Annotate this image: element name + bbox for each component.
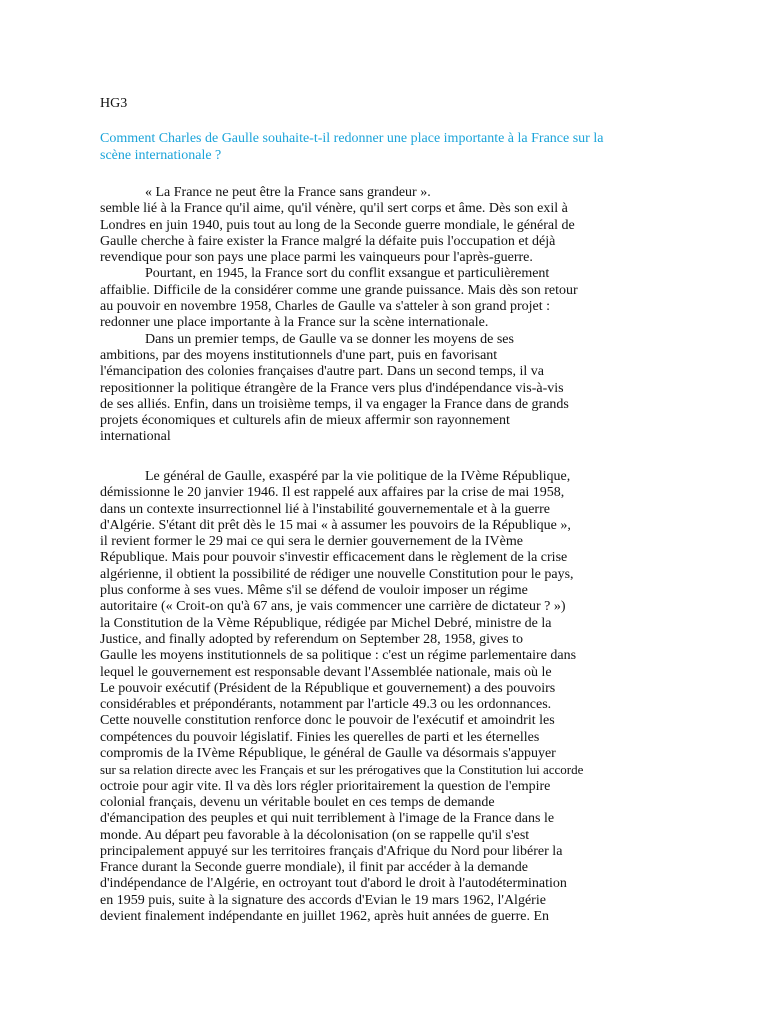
text-line: en 1959 puis, suite à la signature des accords d'Evian le 19 mars 1962, l'Algérie xyxy=(100,892,546,908)
text-line: République. Mais pour pouvoir s'investir efficacement dans le règlement de la crise xyxy=(100,550,568,566)
text-line: repositionner la politique étrangère de la France vers plus d'indépendance vis-à-vis xyxy=(100,380,564,396)
text-line: France durant la Seconde guerre mondiale), il finit par accéder à la demande xyxy=(100,860,528,876)
text-line: Pourtant, en 1945, la France sort du conflit exsangue et particulièrement xyxy=(145,266,550,282)
text-line: colonial français, devenu un véritable boulet en ces temps de demande xyxy=(100,794,495,810)
text-line: autoritaire (« Croit-on qu'à 67 ans, je vais commencer une carrière de dictateur ? ») xyxy=(100,599,566,615)
text-line: Le général de Gaulle, exaspéré par la vie politique de la IVème République, xyxy=(145,469,571,484)
text-line: Dans un premier temps, de Gaulle va se donner les moyens de ses xyxy=(145,331,514,347)
text-line: algérienne, il obtient la possibilité de rédiger une nouvelle Constitution pour le pays, xyxy=(100,566,574,582)
text-line: « La France ne peut être la France sans grandeur ». xyxy=(145,185,431,200)
text-line: international xyxy=(100,429,171,445)
text-line: affaiblie. Difficile de la considérer comme une grande puissance. Mais dès son retour xyxy=(100,282,578,298)
text-line: revendique pour son pays une place parmi les vainqueurs pour l'après-guerre. xyxy=(100,250,533,266)
question-line: scène internationale ? xyxy=(100,148,222,163)
text-line: de ses alliés. Enfin, dans un troisième temps, il va engager la France dans de grands xyxy=(100,396,569,412)
text-line: compétences du pouvoir législatif. Finies les querelles de parti et les éternelles xyxy=(100,729,540,745)
text-line: principalement appuyé sur les territoires français d'Afrique du Nord pour libérer la xyxy=(100,843,563,859)
text-line: démissionne le 20 janvier 1946. Il est rappelé aux affaires par la crise de mai 1958, xyxy=(100,485,565,501)
text-line: d'Algérie. S'étant dit prêt dès le 15 mai « à assumer les pouvoirs de la République », xyxy=(100,517,571,533)
text-line: octroie pour agir vite. Il va dès lors régler prioritairement la question de l'empire xyxy=(100,778,551,794)
introduction-paragraphs xyxy=(100,185,578,446)
text-line: dans un contexte insurrectionnel lié à l'instabilité gouvernementale et à la guerre xyxy=(100,501,550,517)
text-line: semble lié à la France qu'il aime, qu'il vénère, qu'il sert corps et âme. Dès son exil à xyxy=(100,201,568,217)
question-line: Comment Charles de Gaulle souhaite-t-il redonner une place importante à la France sur la xyxy=(100,131,604,146)
question-heading xyxy=(100,130,670,164)
text-line: Justice, and finally adopted by referendum on September 28, 1958, gives to xyxy=(100,631,524,647)
text-line: ambitions, par des moyens institutionnels d'une part, puis en favorisant xyxy=(100,347,498,363)
text-line: au pouvoir en novembre 1958, Charles de Gaulle va s'atteler à son grand projet : xyxy=(100,299,550,315)
text-line: la Constitution de la Vème République, rédigée par Michel Debré, ministre de la xyxy=(100,615,552,631)
text-line: d'émancipation des peuples et qui nuit terriblement à l'image de la France dans le xyxy=(100,811,555,827)
text-line: redonner une place importante à la France sur la scène internationale. xyxy=(100,315,489,331)
text-line: Gaulle cherche à faire exister la France malgré la défaite puis l'occupation et déjà xyxy=(100,233,556,249)
text-line: compromis de la IVème République, le général de Gaulle va désormais s'appuyer xyxy=(100,746,556,762)
text-line: Le pouvoir exécutif (Président de la République et gouvernement) a des pouvoirs xyxy=(100,680,556,696)
text-line: lequel le gouvernement est responsable devant l'Assemblée nationale, mais où le xyxy=(100,664,552,680)
text-line: plus conforme à ses vues. Même s'il se défend de vouloir imposer un régime xyxy=(100,583,528,599)
text-line: considérables et prépondérants, notamment par l'article 49.3 ou les ordonnances. xyxy=(100,697,552,713)
text-line: devient finalement indépendante en juillet 1962, après huit années de guerre. En xyxy=(100,909,550,925)
text-line: Cette nouvelle constitution renforce donc le pouvoir de l'exécutif et amoindrit les xyxy=(100,713,555,729)
text-line: monde. Au départ peu favorable à la décolonisation (on se rappelle qu'il s'est xyxy=(100,827,530,843)
text-line: projets économiques et culturels afin de mieux affermir son rayonnement xyxy=(100,413,510,429)
text-line: sur sa relation directe avec les Français et sur les prérogatives que la Constitution lui accorde xyxy=(100,762,584,778)
document-code: HG3 xyxy=(100,96,128,111)
text-line: il revient former le 29 mai ce qui sera le dernier gouvernement de la IVème xyxy=(100,534,523,550)
text-line: l'émancipation des colonies françaises d'autre part. Dans un second temps, il va xyxy=(100,364,544,380)
text-line: d'indépendance de l'Algérie, en octroyant tout d'abord le droit à l'autodétermination xyxy=(100,876,567,892)
text-line: Londres en juin 1940, puis tout au long de la Seconde guerre mondiale, le général de xyxy=(100,217,575,233)
main-paragraph xyxy=(100,469,583,925)
text-line: Gaulle les moyens institutionnels de sa politique : c'est un régime parlementaire dans xyxy=(100,648,577,664)
